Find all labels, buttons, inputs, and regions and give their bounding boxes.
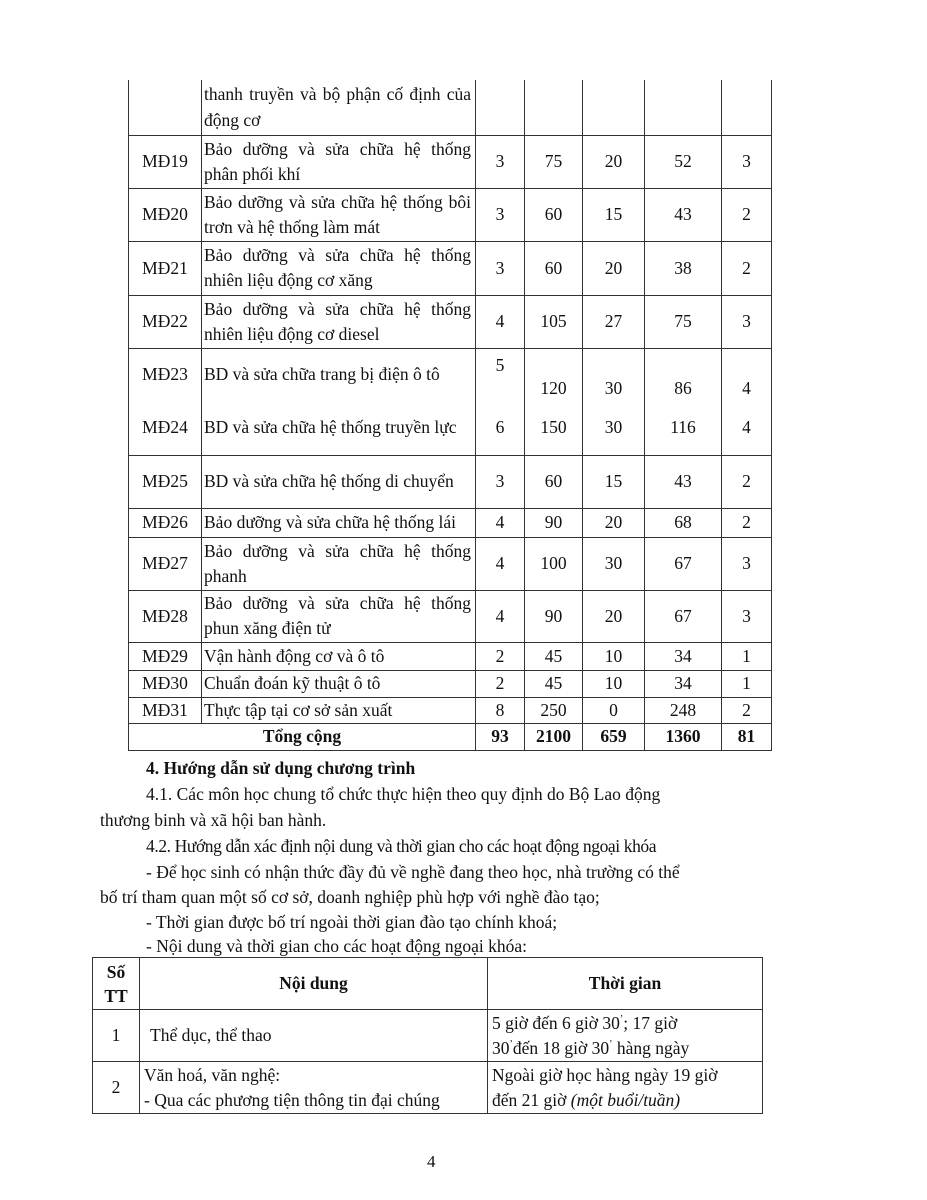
practice-hours: 67 <box>645 590 722 642</box>
theory-hours: 30 <box>583 537 645 590</box>
exam-hours: 2 <box>722 508 772 537</box>
total-hours: 150 <box>525 401 583 455</box>
theory-hours: 10 <box>583 642 645 670</box>
total-hours <box>525 80 583 135</box>
total-hours: 45 <box>525 670 583 697</box>
module-code: MĐ20 <box>129 188 202 241</box>
practice-hours: 86 <box>645 348 722 401</box>
time-text: 5 giờ đến 6 giờ 30 <box>492 1012 620 1033</box>
module-code: MĐ23 <box>129 348 202 401</box>
module-code: MĐ27 <box>129 537 202 590</box>
practice-hours: 67 <box>645 537 722 590</box>
exam-hours: 3 <box>722 135 772 188</box>
module-code: MĐ28 <box>129 590 202 642</box>
time-note: (một buổi/tuần) <box>570 1089 681 1110</box>
time-text: ; 17 giờ <box>623 1012 678 1033</box>
practice-hours: 116 <box>645 401 722 455</box>
theory-hours: 20 <box>583 135 645 188</box>
credits <box>476 80 525 135</box>
credits: 4 <box>476 590 525 642</box>
module-code: MĐ29 <box>129 642 202 670</box>
exam-hours: 3 <box>722 590 772 642</box>
total-hours: 100 <box>525 537 583 590</box>
theory-hours: 10 <box>583 670 645 697</box>
practice-hours <box>645 80 722 135</box>
total-hours: 250 <box>525 697 583 723</box>
practice-hours: 34 <box>645 642 722 670</box>
credits: 3 <box>476 188 525 241</box>
table-row <box>129 135 772 188</box>
table-row <box>129 642 772 670</box>
bullet-3: - Nội dung và thời gian cho các hoạt động ngoại khóa: <box>146 936 528 956</box>
module-name: Bảo dưỡng và sửa chữa hệ thống nhiên liệu động cơ xăng <box>202 241 476 295</box>
table-row <box>129 537 772 590</box>
time-text: Ngoài giờ học hàng ngày 19 giờ <box>492 1064 718 1085</box>
module-name: Bảo dưỡng và sửa chữa hệ thống bôi trơn và hệ thống làm mát <box>202 188 476 241</box>
minute-mark: ’ <box>509 1038 513 1050</box>
module-code: MĐ31 <box>129 697 202 723</box>
header-stt <box>93 958 140 1010</box>
practice-hours: 68 <box>645 508 722 537</box>
minute-mark: ’ <box>609 1038 613 1050</box>
row-time <box>488 1010 763 1062</box>
table-row <box>129 241 772 295</box>
exam-hours: 1 <box>722 642 772 670</box>
module-name: Bảo dưỡng và sửa chữa hệ thống phanh <box>202 537 476 590</box>
exam-hours: 4 <box>722 401 772 455</box>
table-row <box>129 295 772 348</box>
header-stt-line2: TT <box>104 985 128 1006</box>
total-hours: 90 <box>525 508 583 537</box>
credits: 3 <box>476 241 525 295</box>
table-row <box>129 348 772 401</box>
total-hours: 60 <box>525 455 583 508</box>
practice-hours: 43 <box>645 188 722 241</box>
paragraph-4-2: 4.2. Hướng dẫn xác định nội dung và thời gian cho các hoạt động ngoại khóa <box>146 836 657 856</box>
module-code: MĐ22 <box>129 295 202 348</box>
credits: 8 <box>476 697 525 723</box>
module-name: Chuẩn đoán kỹ thuật ô tô <box>202 670 476 697</box>
row-time <box>488 1062 763 1114</box>
row-stt: 2 <box>93 1062 140 1114</box>
practice-hours: 43 <box>645 455 722 508</box>
theory-hours: 27 <box>583 295 645 348</box>
total-hours: 60 <box>525 188 583 241</box>
row-stt: 1 <box>93 1010 140 1062</box>
exam-hours: 2 <box>722 697 772 723</box>
module-name: BD và sửa chữa hệ thống di chuyển <box>202 455 476 508</box>
total-hours: 75 <box>525 135 583 188</box>
content-line: Văn hoá, văn nghệ: <box>144 1064 281 1085</box>
exam-hours: 3 <box>722 537 772 590</box>
practice-hours: 52 <box>645 135 722 188</box>
practice-hours: 38 <box>645 241 722 295</box>
credits: 3 <box>476 455 525 508</box>
row-content <box>140 1062 488 1114</box>
module-code: MĐ21 <box>129 241 202 295</box>
table-row <box>93 1062 763 1114</box>
time-text: đến 21 giờ <box>492 1089 571 1110</box>
table-row <box>129 508 772 537</box>
theory-hours: 20 <box>583 241 645 295</box>
total-c2: 2100 <box>525 723 583 750</box>
total-label: Tổng cộng <box>129 723 476 750</box>
theory-hours: 30 <box>583 401 645 455</box>
module-name: Bảo dưỡng và sửa chữa hệ thống nhiên liệu động cơ diesel <box>202 295 476 348</box>
theory-hours <box>583 80 645 135</box>
table-row <box>129 697 772 723</box>
time-text: 30 <box>492 1037 510 1058</box>
module-code: MĐ24 <box>129 401 202 455</box>
total-hours: 60 <box>525 241 583 295</box>
table-row <box>129 670 772 697</box>
total-c1: 93 <box>476 723 525 750</box>
curriculum-table <box>128 80 772 751</box>
table-row <box>129 80 772 135</box>
total-hours: 90 <box>525 590 583 642</box>
theory-hours: 20 <box>583 508 645 537</box>
credits: 5 <box>476 348 525 401</box>
credits: 3 <box>476 135 525 188</box>
credits: 2 <box>476 642 525 670</box>
minute-mark: ’ <box>619 1013 624 1025</box>
time-text: hàng ngày <box>612 1037 690 1058</box>
module-code <box>129 80 202 135</box>
total-hours: 45 <box>525 642 583 670</box>
total-hours: 105 <box>525 295 583 348</box>
exam-hours <box>722 80 772 135</box>
theory-hours: 15 <box>583 188 645 241</box>
page-number: 4 <box>427 1152 436 1171</box>
exam-hours: 4 <box>722 348 772 401</box>
row-content: Thể dục, thể thao <box>140 1010 488 1062</box>
credits: 4 <box>476 508 525 537</box>
header-stt-line1: Số <box>106 961 126 982</box>
credits: 2 <box>476 670 525 697</box>
theory-hours: 20 <box>583 590 645 642</box>
theory-hours: 0 <box>583 697 645 723</box>
module-name: Thực tập tại cơ sở sản xuất <box>202 697 476 723</box>
bullet-2: - Thời gian được bố trí ngoài thời gian đào tạo chính khoá; <box>146 912 558 932</box>
content-line: - Qua các phương tiện thông tin đại chúng <box>144 1089 440 1110</box>
header-content: Nội dung <box>140 958 488 1010</box>
exam-hours: 2 <box>722 241 772 295</box>
table-row <box>129 455 772 508</box>
exam-hours: 2 <box>722 188 772 241</box>
module-name: BD và sửa chữa hệ thống truyền lực <box>202 401 476 455</box>
bullet-1-line2: bố trí tham quan một số cơ sở, doanh nghiệp phù hợp với nghề đào tạo; <box>100 887 600 907</box>
extracurricular-table <box>92 957 763 1114</box>
bullet-1-line1: - Để học sinh có nhận thức đầy đủ về nghề đang theo học, nhà trường có thể <box>146 862 680 882</box>
table-header-row <box>93 958 763 1010</box>
practice-hours: 34 <box>645 670 722 697</box>
exam-hours: 3 <box>722 295 772 348</box>
theory-hours: 15 <box>583 455 645 508</box>
section-heading: 4. Hướng dẫn sử dụng chương trình <box>146 758 416 778</box>
table-row <box>93 1010 763 1062</box>
total-c4: 1360 <box>645 723 722 750</box>
table-row <box>129 590 772 642</box>
module-code: MĐ19 <box>129 135 202 188</box>
exam-hours: 2 <box>722 455 772 508</box>
total-hours: 120 <box>525 348 583 401</box>
credits: 4 <box>476 537 525 590</box>
time-text: đến 18 giờ 30 <box>512 1037 610 1058</box>
total-c5: 81 <box>722 723 772 750</box>
total-c3: 659 <box>583 723 645 750</box>
credits: 6 <box>476 401 525 455</box>
practice-hours: 248 <box>645 697 722 723</box>
module-name: BD và sửa chữa trang bị điện ô tô <box>202 348 476 401</box>
table-row <box>129 401 772 455</box>
header-time: Thời gian <box>488 958 763 1010</box>
paragraph-4-1-line2: thương binh và xã hội ban hành. <box>100 810 327 830</box>
module-name: Bảo dưỡng và sửa chữa hệ thống phân phối khí <box>202 135 476 188</box>
module-name: Bảo dưỡng và sửa chữa hệ thống lái <box>202 508 476 537</box>
module-name: Bảo dưỡng và sửa chữa hệ thống phun xăng điện tử <box>202 590 476 642</box>
theory-hours: 30 <box>583 348 645 401</box>
practice-hours: 75 <box>645 295 722 348</box>
module-name: Vận hành động cơ và ô tô <box>202 642 476 670</box>
paragraph-4-1-line1: 4.1. Các môn học chung tổ chức thực hiện theo quy định do Bộ Lao động <box>146 784 661 804</box>
exam-hours: 1 <box>722 670 772 697</box>
module-code: MĐ26 <box>129 508 202 537</box>
module-name: thanh truyền và bộ phận cố định của động cơ <box>202 80 476 135</box>
module-code: MĐ25 <box>129 455 202 508</box>
module-code: MĐ30 <box>129 670 202 697</box>
credits: 4 <box>476 295 525 348</box>
total-row <box>129 723 772 750</box>
table-row <box>129 188 772 241</box>
